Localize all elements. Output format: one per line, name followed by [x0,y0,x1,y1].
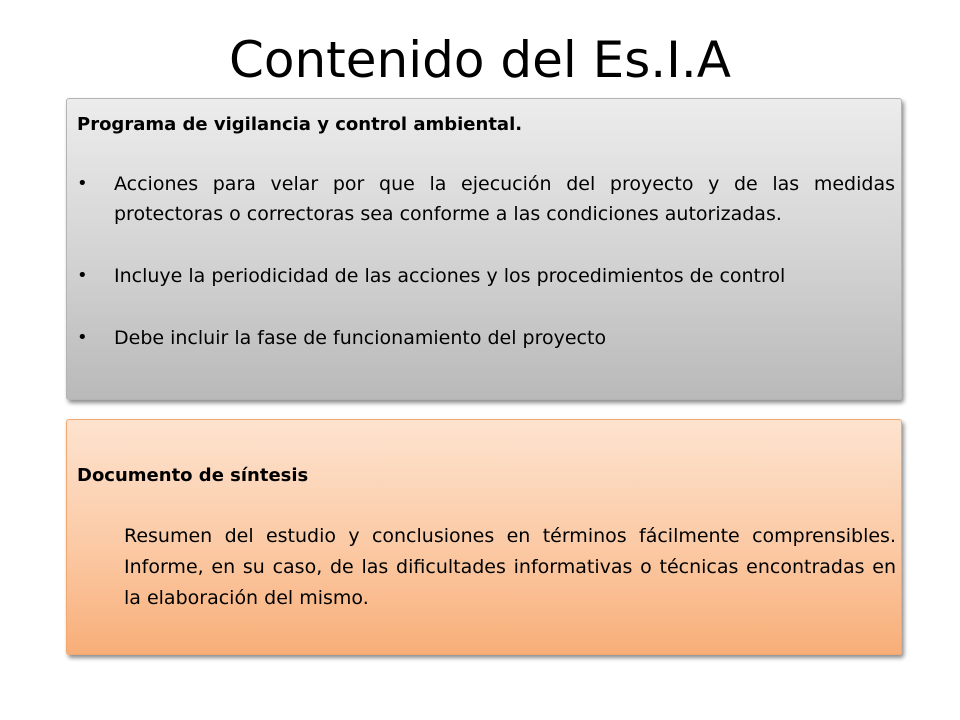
sintesis-summary: Resumen del estudio y conclusiones en términos fácilmente comprensibles. Informe, en su caso, de las dificultades informativas o técnicas encontradas en la elaboración del mismo. [124,525,896,609]
bullet-marker: • [77,173,88,194]
bullet-text: Acciones para velar por que la ejecución del proyecto y de las medidas protectoras o correctoras sea conforme a las condiciones autorizadas. [114,173,895,225]
vigilancia-bullet [77,323,895,353]
bullet-text: Incluye la periodicidad de las acciones y los procedimientos de control [114,265,786,287]
vigilancia-bullet-list [77,169,895,353]
bullet-text: Debe incluir la fase de funcionamiento del proyecto [114,327,607,349]
vigilancia-box [66,98,902,400]
slide-title: Contenido del Es.I.A [228,31,732,89]
bullet-marker: • [77,327,88,348]
sintesis-box [66,419,902,655]
vigilancia-bullet [77,261,895,291]
vigilancia-bullet [77,169,895,229]
sintesis-heading: Documento de síntesis [77,465,309,486]
vigilancia-heading: Programa de vigilancia y control ambiental. [77,114,523,135]
bullet-marker: • [77,265,88,286]
